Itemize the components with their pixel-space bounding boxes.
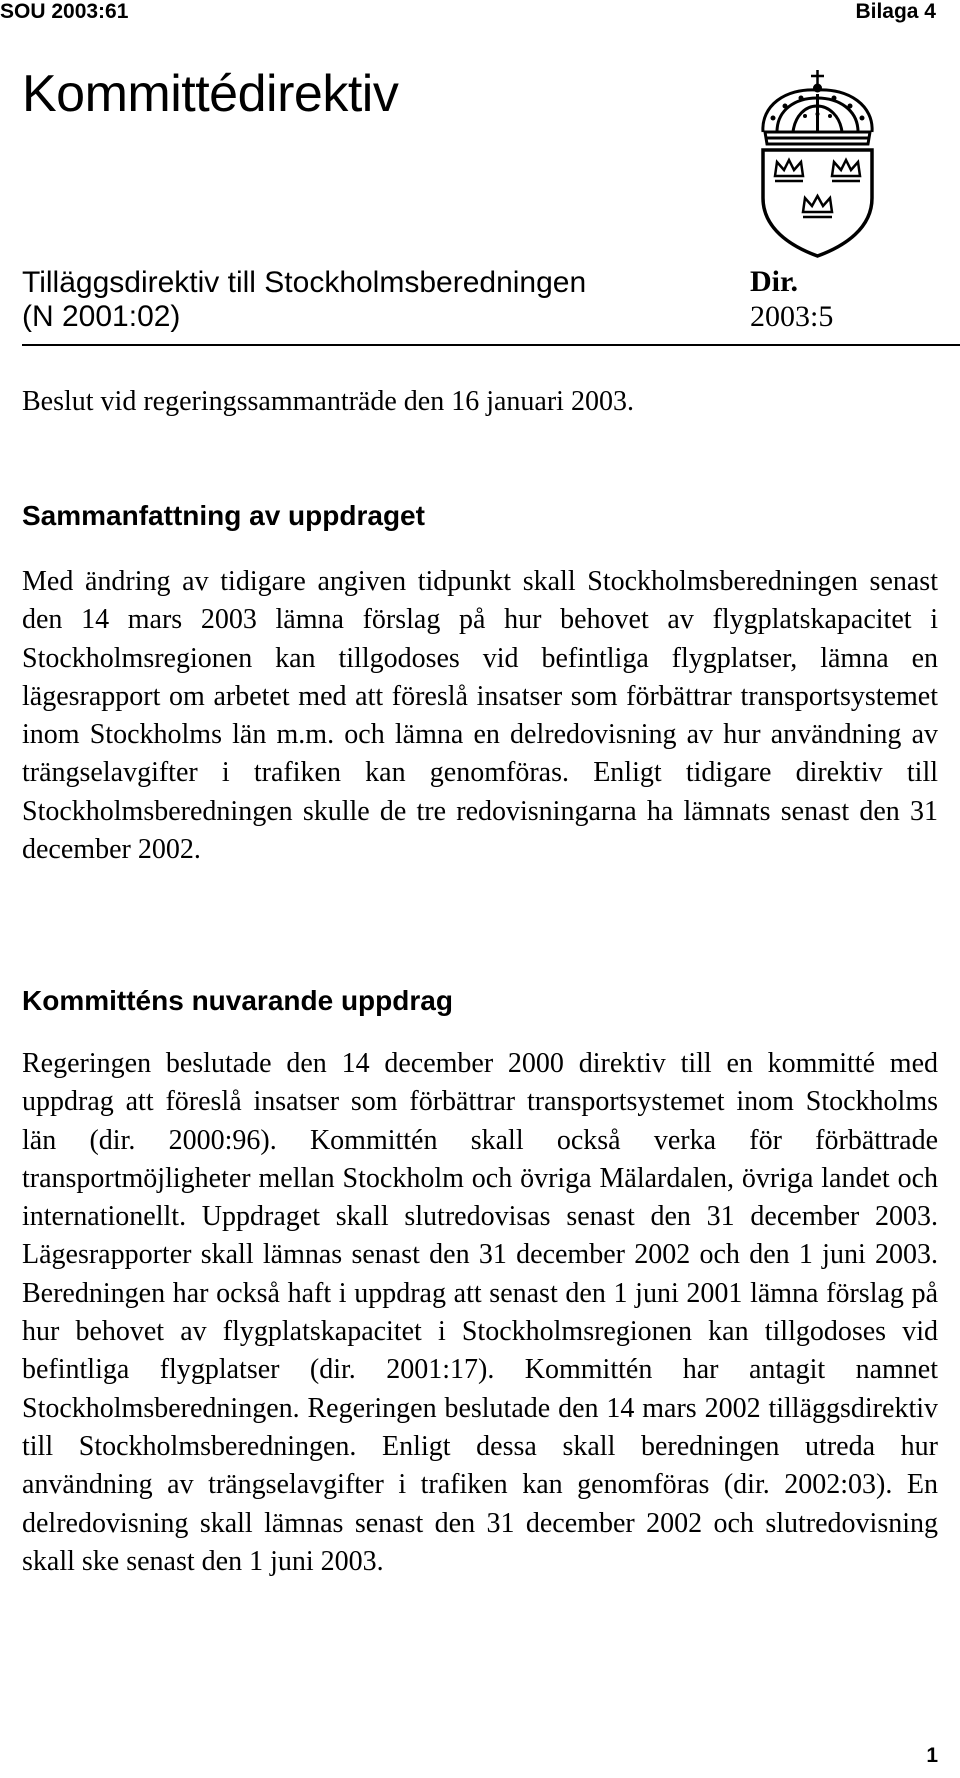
section-heading-current-assignment: Kommitténs nuvarande uppdrag [22, 985, 453, 1016]
header-appendix: Bilaga 4 [855, 0, 936, 23]
swedish-coat-of-arms-icon [755, 68, 880, 258]
page-title: Kommittédirektiv [22, 65, 399, 123]
subtitle [22, 266, 702, 334]
directive-label: Dir. [750, 265, 799, 298]
section-heading-summary: Sammanfattning av uppdraget [22, 500, 425, 531]
section-body-current-assignment: Regeringen beslutade den 14 december 2000 direktiv till en kommitté med uppdrag att föreslå insatser som förbättrar transportsystemet inom Stockholms län (dir. 2000:96). Kommittén skall också verka för förbättrade transportmöjligheter mellan Stockholm och övriga Mälardalen, övriga landet och internationellt. Uppdraget skall slutredovisas senast den 31 december 2003. Lägesrapporter skall lämnas senast den 31 december 2002 och den 1 juni 2003. Beredningen har också haft i uppdrag att senast den 1 juni 2001 lämna förslag på hur behovet av flygplatskapacitet i Stockholmsregionen kan tillgodoses vid befintliga flygplatser (dir. 2001:17). Kommittén har antagit namnet Stockholmsberedningen. Regeringen beslutade den 14 mars 2002 tilläggsdirektiv till Stockholmsberedningen. Enligt dessa skall beredningen utreda hur användning av trängselavgifter i trafiken kan genomföras (dir. 2002:03). En delredovisning skall lämnas senast den 31 december 2002 och slutredovisning skall ske senast den 1 juni 2003. [22, 1048, 938, 1577]
subtitle-line-1: Tilläggsdirektiv till Stockholmsberedningen [22, 266, 587, 299]
page-number: 1 [926, 1744, 938, 1767]
directive-number: 2003:5 [750, 300, 834, 333]
header-doc-id: SOU 2003:61 [0, 0, 129, 23]
directive-block [750, 264, 833, 334]
subtitle-line-2: (N 2001:02) [22, 300, 181, 333]
decision-line: Beslut vid regeringssammanträde den 16 januari 2003. [22, 386, 634, 417]
header-divider [22, 344, 960, 346]
section-body-summary: Med ändring av tidigare angiven tidpunkt skall Stockholmsberedningen senast den 14 mars 2003 lämna förslag på hur behovet av flygplatskapacitet i Stockholmsregionen kan tillgodoses vid befintliga flygplatser, lämna en lägesrapport om arbetet med att föreslå insatser som förbättrar transportsystemet inom Stockholms län m.m. och lämna en delredovisning av hur användning av trängselavgifter i trafiken kan genomföras. Enligt tidigare direktiv till Stockholmsberedningen skulle de tre redovisningarna ha lämnats senast den 31 december 2002. [22, 566, 938, 866]
